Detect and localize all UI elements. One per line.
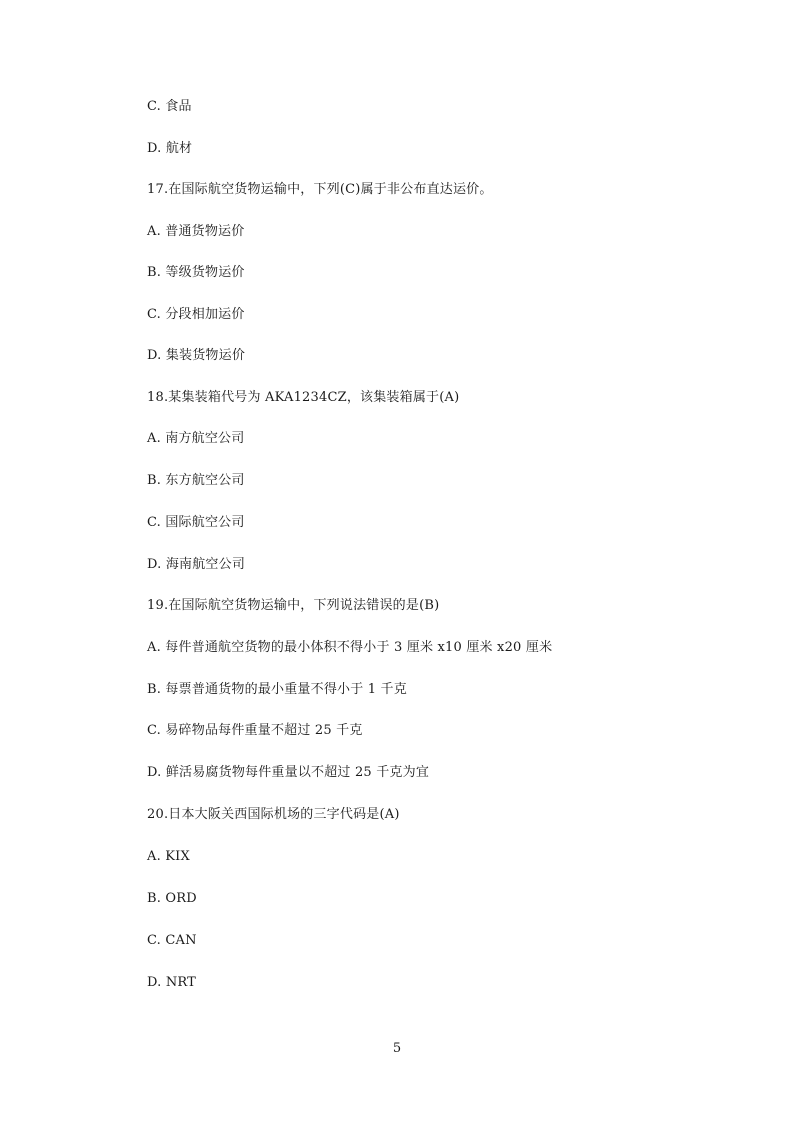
question-20: 20.日本大阪关西国际机场的三字代码是(A) (147, 807, 400, 822)
option-c-q18: C. 国际航空公司 (147, 515, 245, 530)
option-a-q20: A. KIX (147, 849, 190, 864)
option-c-q17: C. 分段相加运价 (147, 307, 245, 322)
option-d-q17: D. 集装货物运价 (147, 348, 246, 363)
option-c-q16: C. 食品 (147, 99, 192, 114)
option-a-q19: A. 每件普通航空货物的最小体积不得小于 3 厘米 x10 厘米 x20 厘米 (147, 640, 553, 655)
option-d-q18: D. 海南航空公司 (147, 557, 246, 572)
option-a-q17: A. 普通货物运价 (147, 224, 245, 239)
option-a-q18: A. 南方航空公司 (147, 431, 245, 446)
question-19: 19.在国际航空货物运输中，下列说法错误的是(B) (147, 598, 440, 613)
option-d-q20: D. NRT (147, 975, 197, 990)
page-number: 5 (392, 1041, 402, 1056)
option-b-q17: B. 等级货物运价 (147, 265, 245, 280)
question-17: 17.在国际航空货物运输中，下列(C)属于非公布直达运价。 (147, 182, 493, 197)
question-18: 18.某集装箱代号为 AKA1234CZ，该集装箱属于(A) (147, 390, 460, 405)
option-b-q19: B. 每票普通货物的最小重量不得小于 1 千克 (147, 682, 407, 697)
option-b-q18: B. 东方航空公司 (147, 473, 245, 488)
option-b-q20: B. ORD (147, 891, 197, 906)
option-c-q19: C. 易碎物品每件重量不超过 25 千克 (147, 723, 363, 738)
option-d-q19: D. 鲜活易腐货物每件重量以不超过 25 千克为宜 (147, 765, 430, 780)
option-c-q20: C. CAN (147, 933, 197, 948)
option-d-q16: D. 航材 (147, 141, 193, 156)
